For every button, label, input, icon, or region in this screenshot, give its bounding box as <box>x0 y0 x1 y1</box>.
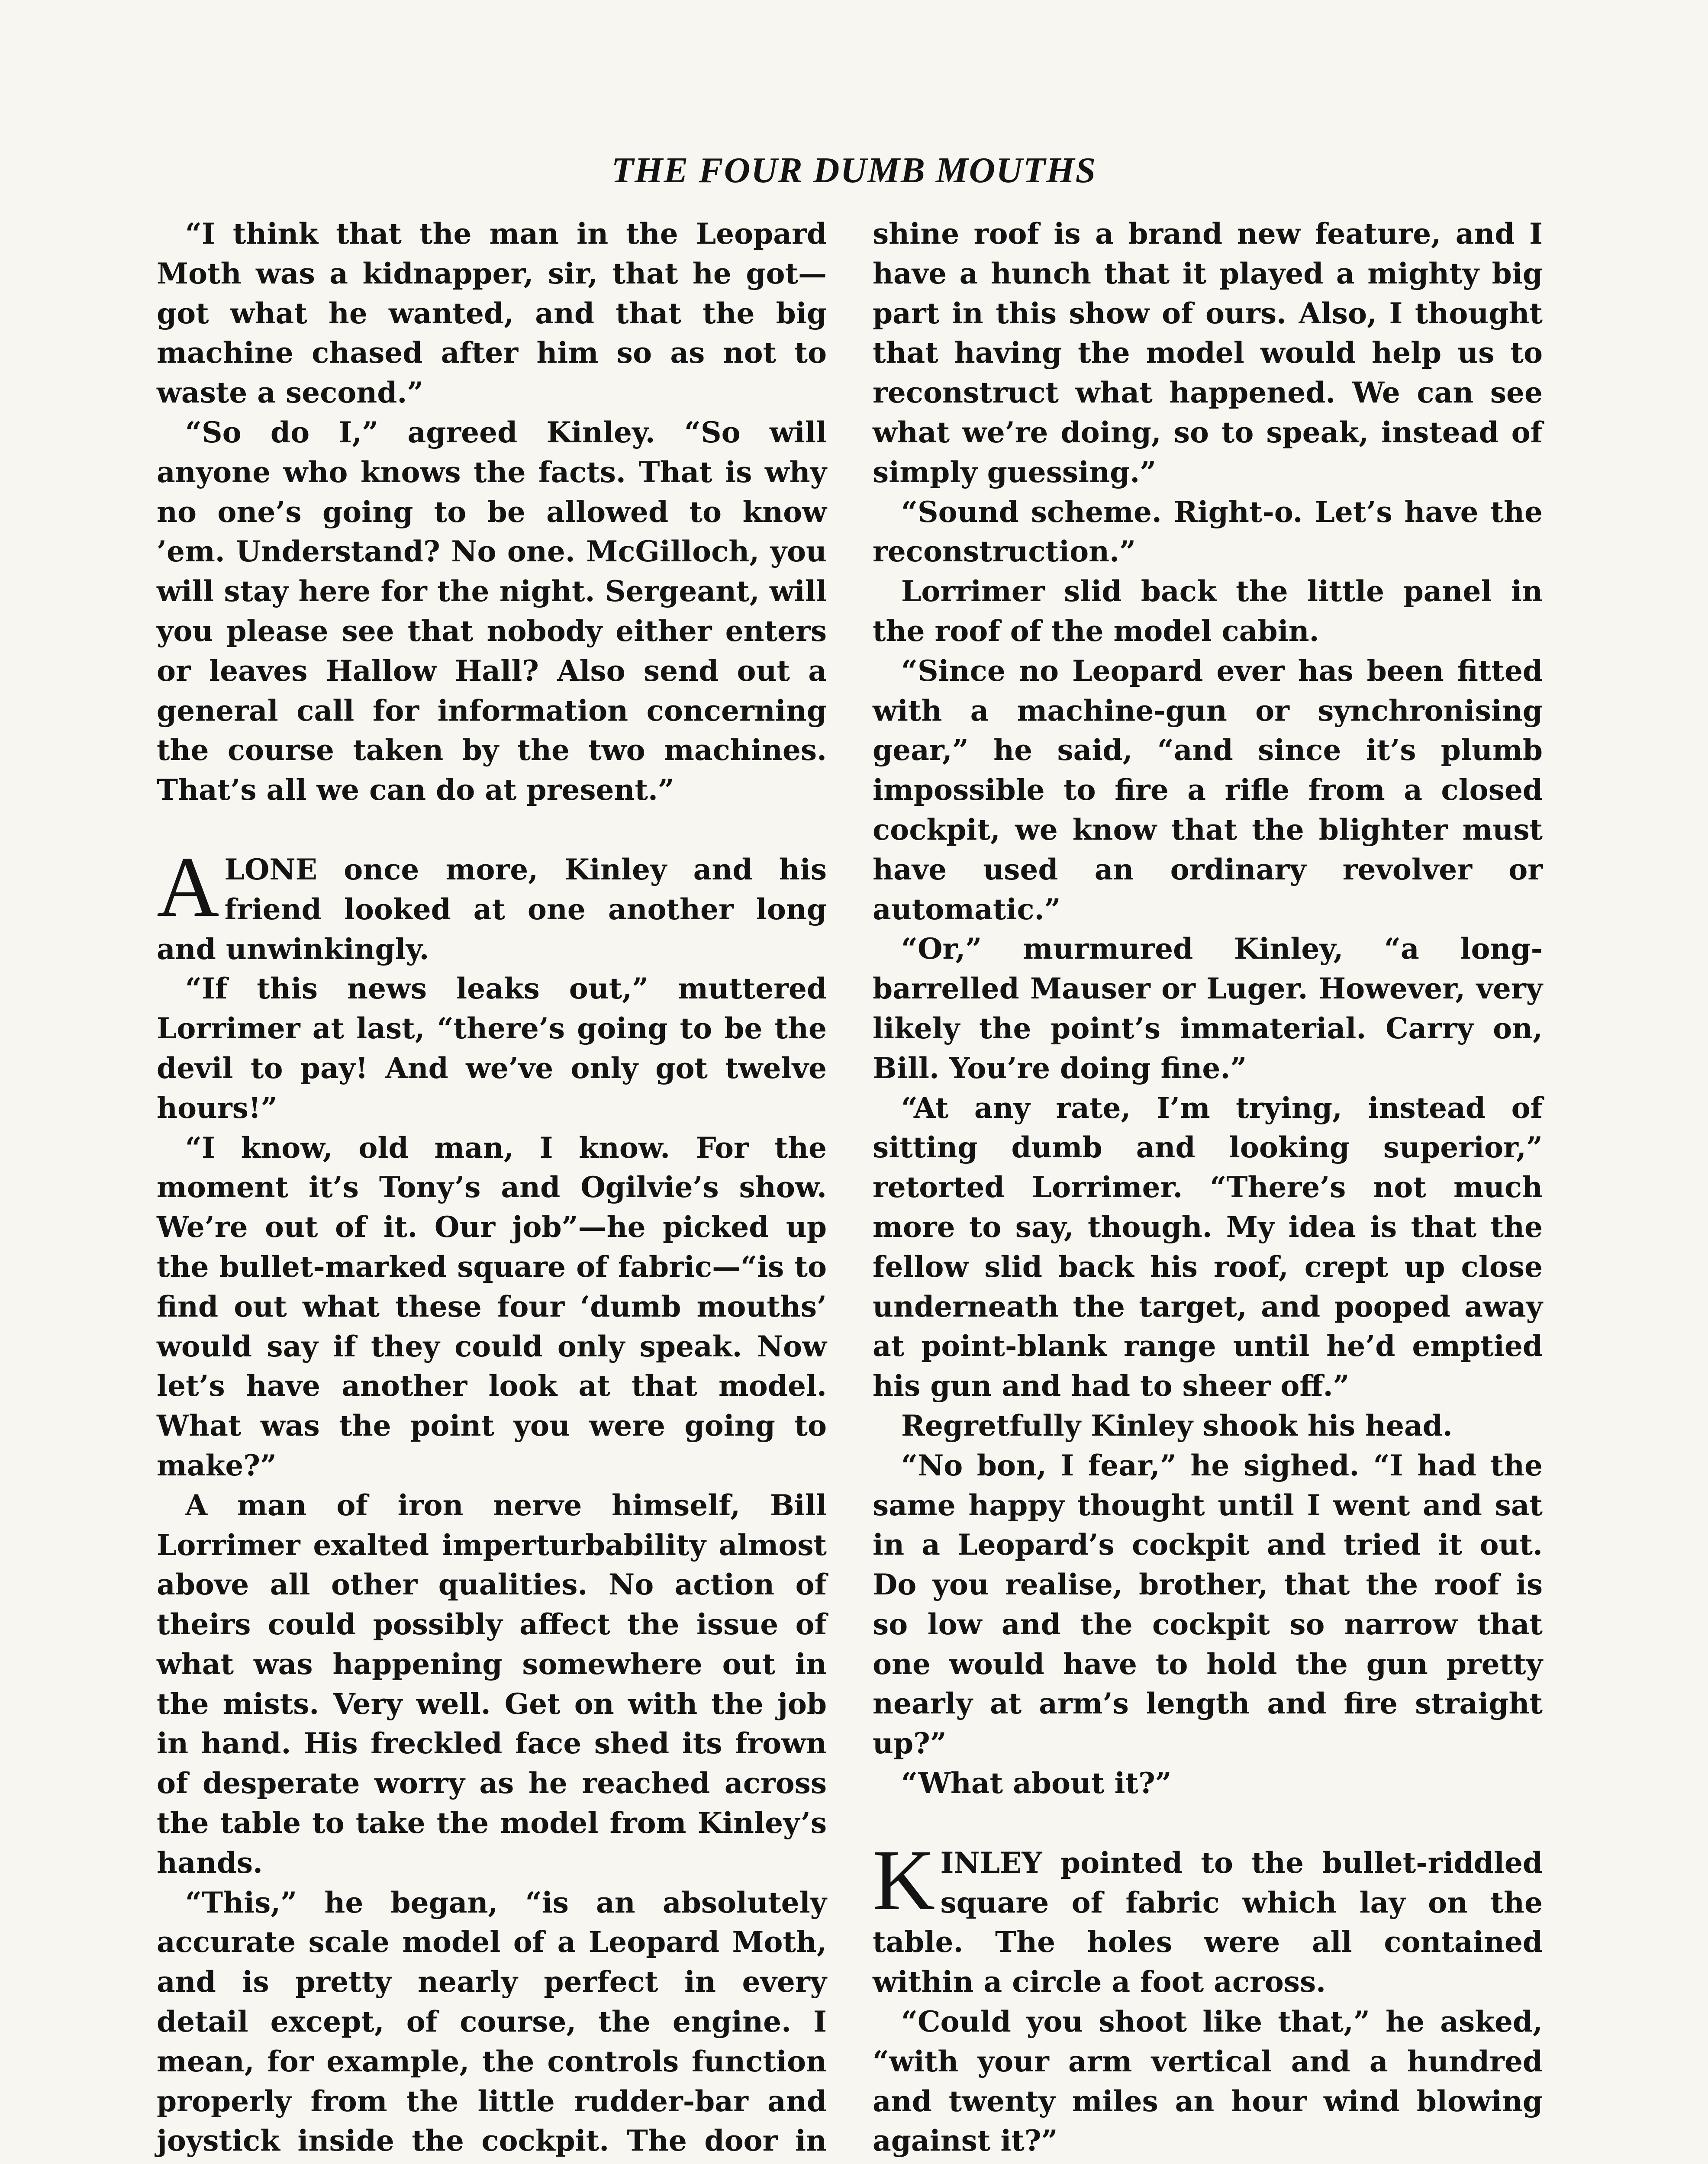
paragraph: Regretfully Kinley shook his head. <box>901 1408 1453 1443</box>
paragraph: “This,” he began, “is an absolutely accurate scale model of a Leopard Moth, and is pretty nearly perfect in every detail except, of course, the engine. I mean, for example, the controls function properly from the little rudder-bar and joystick inside the cockpit. The door in <box>157 1885 827 2158</box>
drop-cap: K <box>873 1832 935 1928</box>
paragraph: “Since no Leopard ever has been fitted with a machine-gun or synchronising gear,” he said, “and since it’s plumb impossible to fire a rifle from a closed cockpit, we know that the blighter must have used an ordinary revolver or automatic.” <box>873 654 1543 926</box>
paragraph-text: LONE once more, Kinley and his friend looked at one another long and unwinkingly. <box>157 852 827 966</box>
paragraph: “What about it?” <box>901 1766 1172 1800</box>
paragraph: “So do I,” agreed Kinley. “So will anyone who knows the facts. That is why no one’s going to be allowed to know ’em. Understand? No one. McGilloch, you will stay here for the night. Sergeant, will you please see that nobody either enters or leaves Hallow Hall? Also send out a general call for information concerning the course taken by the two machines. That’s all we can do at present.” <box>157 415 827 807</box>
paragraph: shine roof is a brand new feature, and I have a hunch that it played a mighty big part in this show of ours. Also, I thought that having the model would help us to reconstruct what happened. We can see what we’re doing, so to speak, instead of simply guessing.” <box>873 217 1543 489</box>
paragraph: Lorrimer slid back the little panel in the roof of the model cabin. <box>873 574 1543 648</box>
paragraph: “At any rate, I’m trying, instead of sitting dumb and looking superior,” retorted Lorrimer. “There’s not much more to say, though. My idea is that the fellow slid back his roof, crept up close underneath the target, and pooped away at point-blank range until he’d emptied his gun and had to sheer off.” <box>873 1091 1543 1403</box>
paragraph: “If this news leaks out,” muttered Lorrimer at last, “there’s going to be the devil to pay! And we’ve only got twelve hours!” <box>157 972 827 1125</box>
paragraph: “I know, old man, I know. For the moment it’s Tony’s and Ogilvie’s show. We’re out of it. Our job”—he picked up the bullet-marked square of fabric—“is to find out what these four ‘dumb mouths’ would say if they could only speak. Now let’s have another look at that model. What was the point you were going to make?” <box>157 1130 827 1482</box>
drop-cap: A <box>157 839 219 935</box>
paragraph-text: INLEY pointed to the bullet-riddled square of fabric which lay on the table. The holes were all contained within a circle a foot across. <box>873 1845 1543 1999</box>
section-paragraph <box>873 1832 1543 2002</box>
paragraph: “I think that the man in the Leopard Moth was a kidnapper, sir, that he got—got what he wanted, and that the big machine chased after him so as not to waste a second.” <box>157 217 827 410</box>
paragraph <box>873 2161 1543 2164</box>
paragraph: “No bon, I fear,” he sighed. “I had the same happy thought until I went and sat in a Leopard’s cockpit and tried it out. Do you realise, brother, that the roof is so low and the cockpit so narrow that one would have to hold the gun pretty nearly at arm’s length and fire straight up?” <box>873 1448 1543 1761</box>
paragraph: “Sound scheme. Right-o. Let’s have the reconstruction.” <box>873 495 1543 569</box>
page-title: THE FOUR DUMB MOUTHS <box>611 150 1097 190</box>
paragraph: “Or,” murmured Kinley, “a long-barrelled Mauser or Luger. However, very likely the point’s immaterial. Carry on, Bill. You’re doing fine.” <box>873 932 1543 1085</box>
left-column <box>157 214 827 2164</box>
paragraph: A man of iron nerve himself, Bill Lorrimer exalted imperturbability almost above all other qualities. No action of theirs could possibly affect the issue of what was happening somewhere out in the mists. Very well. Get on with the job in hand. His freckled face shed its frown of desperate worry as he reached across the table to take the model from Kinley’s hands. <box>157 1488 827 1880</box>
section-paragraph <box>157 839 827 969</box>
right-column <box>873 214 1543 2164</box>
paragraph: “Could you shoot like that,” he asked, “with your arm vertical and a hundred and twenty miles an hour wind blowing against it?” <box>873 2005 1543 2158</box>
